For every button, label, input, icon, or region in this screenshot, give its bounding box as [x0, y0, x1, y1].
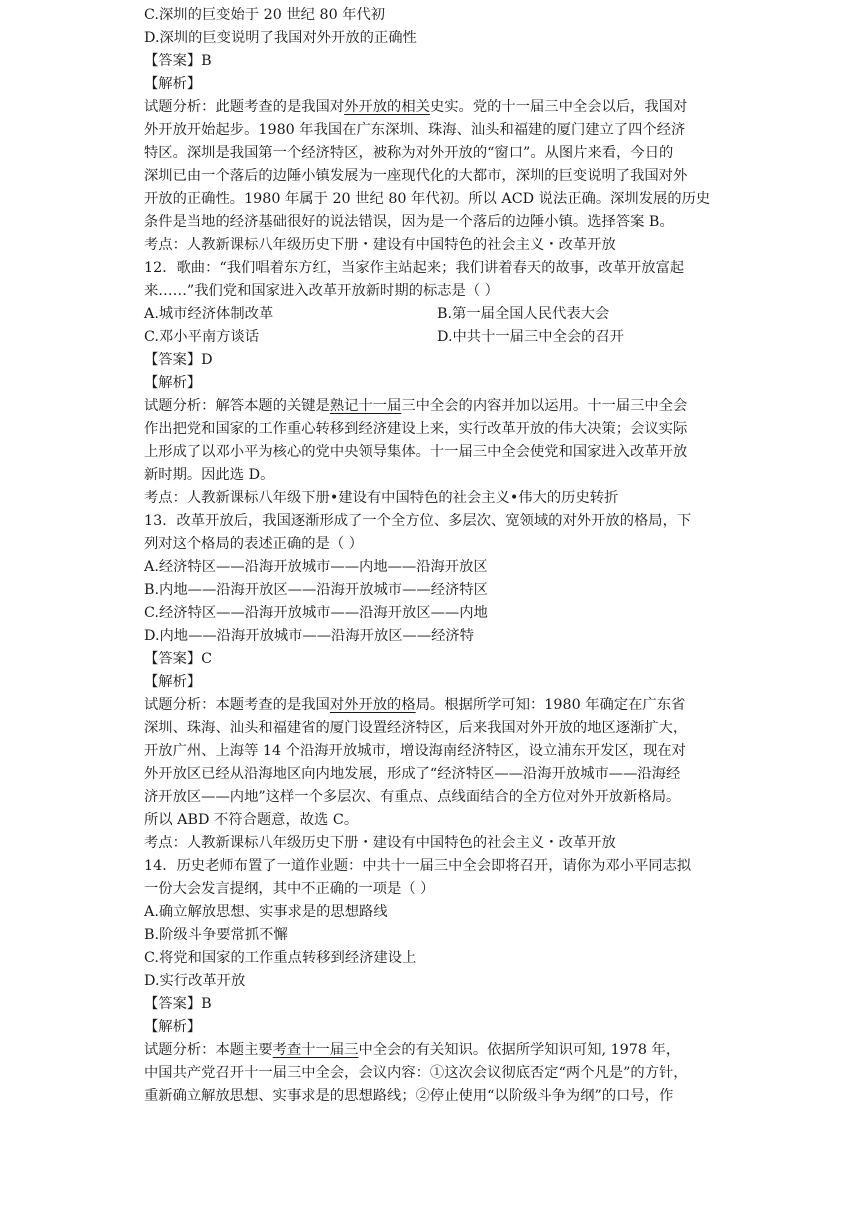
q12-answer: 【答案】D: [144, 352, 213, 368]
analysis-line: 试题分析：本题主要考查十一届三中全会的有关知识。依据所学知识可知, 1978 年，: [144, 1042, 681, 1058]
q12-analysis: [144, 395, 719, 487]
q11-answer: 【答案】B: [144, 53, 212, 69]
analysis-line: 新时期。因此选 D。: [144, 467, 275, 483]
q12-stem: 12．歌曲：“我们唱着东方红，当家作主站起来；我们讲着春天的故事，改革开放富起: [144, 260, 685, 276]
q12-analysis-label: 【解析】: [144, 375, 202, 391]
q14-analysis: [144, 1039, 719, 1108]
document-page: [144, 4, 719, 1108]
q14-stem-cont: 一份大会发言提纲，其中不正确的一项是（ ）: [144, 881, 435, 897]
q14-option-a: A.确立解放思想、实事求是的思想路线: [144, 904, 388, 920]
analysis-line: 试题分析：解答本题的关键是熟记十一届三中全会的内容并加以运用。十一届三中全会: [144, 398, 688, 414]
q13-analysis: [144, 694, 719, 832]
q13-stem-cont: 列对这个格局的表述正确的是（ ）: [144, 536, 363, 552]
analysis-line: 重新确立解放思想、实事求是的思想路线；②停止使用“以阶级斗争为纲”的口号，作: [144, 1088, 674, 1104]
q12-stem-cont: 来……”我们党和国家进入改革开放新时期的标志是（ ）: [144, 283, 499, 299]
q12-options-row-1: [144, 303, 719, 326]
q13-option-d: D.内地——沿海开放城市——沿海开放区——经济特: [144, 628, 475, 644]
q13-analysis-label: 【解析】: [144, 674, 202, 690]
q11-kaodian: 考点：人教新课标八年级历史下册・建设有中国特色的社会主义・改革开放: [144, 237, 616, 253]
analysis-line: 上形成了以邓小平为核心的党中央领导集体。十一届三中全会使党和国家进入改革开放: [144, 444, 688, 460]
q11-analysis: [144, 96, 719, 234]
q12-option-c: C.邓小平南方谈话: [144, 329, 260, 345]
q13-option-b: B.内地——沿海开放区——沿海开放城市——经济特区: [144, 582, 488, 598]
q13-kaodian: 考点：人教新课标八年级历史下册・建设有中国特色的社会主义・改革开放: [144, 835, 616, 851]
q12-option-d: D.中共十一届三中全会的召开: [437, 329, 625, 345]
q13-answer: 【答案】C: [144, 651, 213, 667]
analysis-line: 作出把党和国家的工作重心转移到经济建设上来，实行改革开放的伟大决策；会议实际: [144, 421, 688, 437]
analysis-line: 济开放区——内地”这样一个多层次、有重点、点线面结合的全方位对外开放新格局。: [144, 789, 681, 805]
analysis-line: 试题分析：本题考查的是我国对外开放的格局。根据所学可知：1980 年确定在广东省: [144, 697, 686, 713]
q12-kaodian: 考点：人教新课标八年级下册•建设有中国特色的社会主义•伟大的历史转折: [144, 490, 619, 506]
q12-options-row-2: [144, 326, 719, 349]
analysis-line: 所以 ABD 不符合题意，故选 C。: [144, 812, 359, 828]
q14-option-d: D.实行改革开放: [144, 973, 246, 989]
q11-analysis-label: 【解析】: [144, 76, 202, 92]
q14-analysis-label: 【解析】: [144, 1019, 202, 1035]
q13-option-a: A.经济特区——沿海开放城市——内地——沿海开放区: [144, 559, 488, 575]
analysis-line: 深圳已由一个落后的边陲小镇发展为一座现代化的大都市，深圳的巨变说明了我国对外: [144, 168, 688, 184]
q14-answer: 【答案】B: [144, 996, 212, 1012]
analysis-line: 开放广州、上海等 14 个沿海开放城市，增设海南经济特区，设立浦东开发区，现在对: [144, 743, 686, 759]
analysis-line: 特区。深圳是我国第一个经济特区，被称为对外开放的“窗口”。从图片来看，今日的: [144, 145, 674, 161]
q13-option-c: C.经济特区——沿海开放城市——沿海开放区——内地: [144, 605, 488, 621]
analysis-line: 中国共产党召开十一届三中全会，会议内容：①这次会议彻底否定“两个凡是”的方针，: [144, 1065, 688, 1081]
q11-option-c: C.深圳的巨变始于 20 世纪 80 年代初: [144, 7, 386, 23]
q14-option-c: C.将党和国家的工作重点转移到经济建设上: [144, 950, 417, 966]
q14-option-b: B.阶级斗争要常抓不懈: [144, 927, 288, 943]
q13-stem: 13．改革开放后，我国逐渐形成了一个全方位、多层次、宽领域的对外开放的格局，下: [144, 513, 692, 529]
analysis-line: 条件是当地的经济基础很好的说法错误，因为是一个落后的边陲小镇。选择答案 B。: [144, 214, 674, 230]
q12-option-b: B.第一届全国人民代表大会: [437, 306, 610, 322]
q11-option-d: D.深圳的巨变说明了我国对外开放的正确性: [144, 30, 417, 46]
analysis-line: 外开放开始起步。1980 年我国在广东深圳、珠海、汕头和福建的厦门建立了四个经济: [144, 122, 686, 138]
q12-option-a: A.城市经济体制改革: [144, 306, 274, 322]
analysis-line: 试题分析：此题考查的是我国对外开放的相关史实。党的十一届三中全会以后，我国对: [144, 99, 688, 115]
analysis-line: 深圳、珠海、汕头和福建省的厦门设置经济特区，后来我国对外开放的地区逐渐扩大，: [144, 720, 688, 736]
analysis-line: 开放的正确性。1980 年属于 20 世纪 80 年代初。所以 ACD 说法正确。深圳发展的历史: [144, 191, 711, 207]
analysis-line: 外开放区已经从沿海地区向内地发展，形成了“经济特区——沿海开放城市——沿海经: [144, 766, 681, 782]
q14-stem: 14．历史老师布置了一道作业题：中共十一届三中全会即将召开，请你为邓小平同志拟: [144, 858, 692, 874]
